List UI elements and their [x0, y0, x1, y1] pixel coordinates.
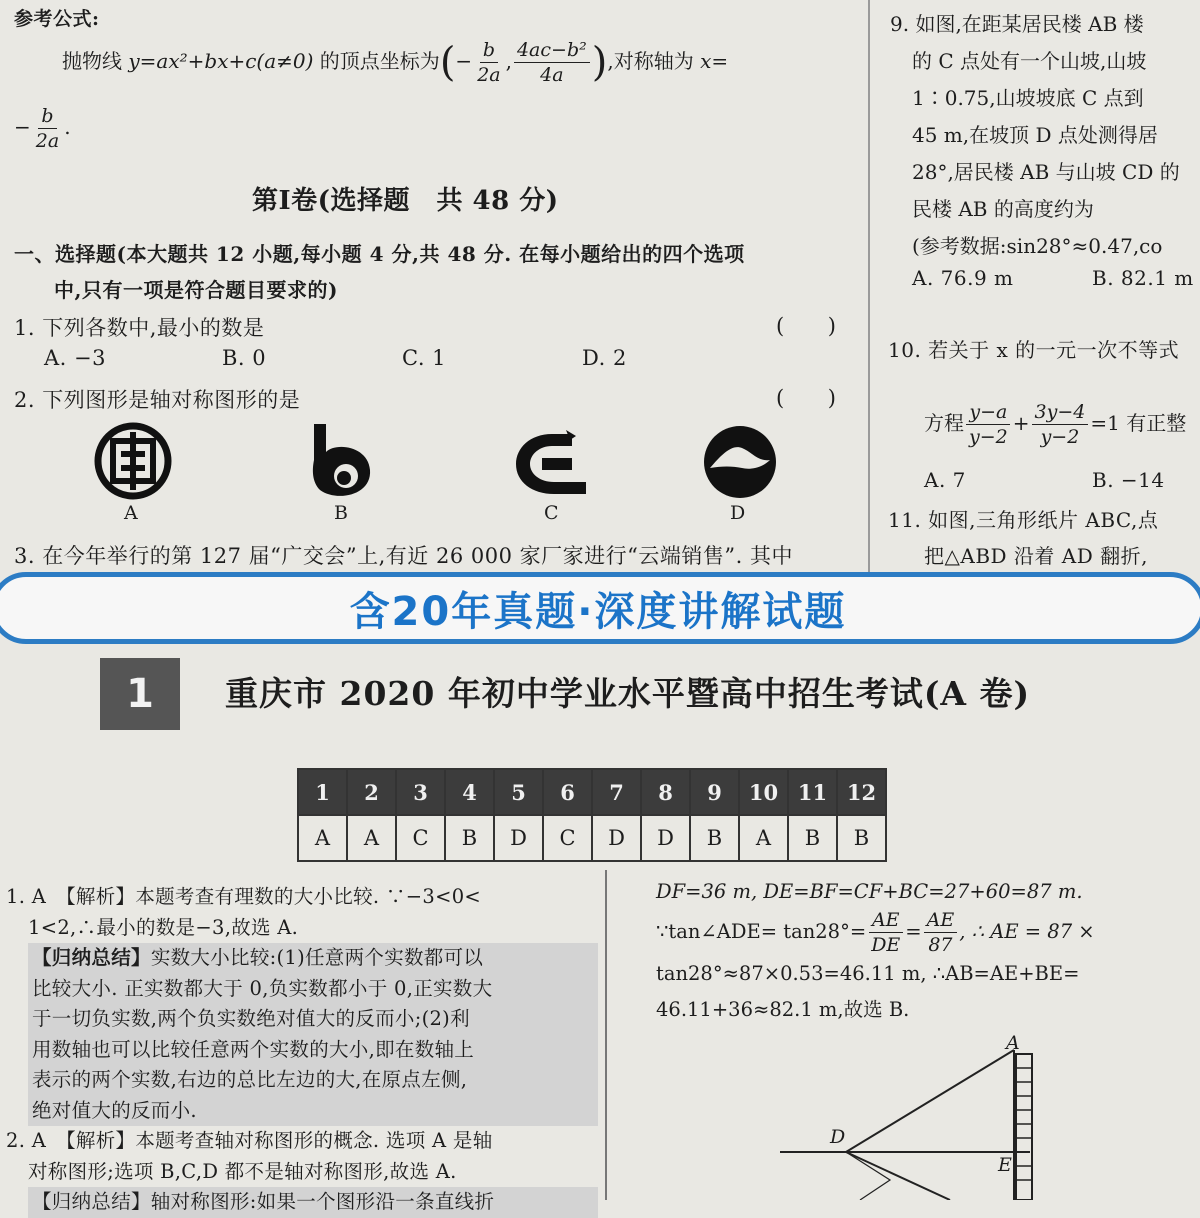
- q11-line2: 把△ABD 沿着 AD 翻折,: [924, 544, 1148, 568]
- q10-stem: 10. 若关于 x 的一元一次不等式: [888, 338, 1180, 362]
- answer-key-header-row: [298, 769, 886, 815]
- answer-key-number: 8: [641, 769, 690, 815]
- answer-key-answer: B: [837, 815, 886, 861]
- answer-key-number: 1: [298, 769, 347, 815]
- q9-option-a: A. 76.9 m: [912, 266, 1014, 290]
- answer-key-number: 5: [494, 769, 543, 815]
- formula-heading: 参考公式:: [14, 8, 100, 30]
- solution-1-cont: 1<2,∴最小的数是−3,故选 A.: [28, 915, 299, 939]
- solution-1-head: 1. A 【解析】本题考查有理数的大小比较. ∵−3<0<: [6, 885, 482, 908]
- promo-banner: [0, 572, 1200, 644]
- figure-label-a: A: [1006, 1032, 1020, 1054]
- q1-option-c: C. 1: [402, 346, 447, 370]
- figure-label-d: D: [830, 1126, 846, 1148]
- answer-key-number: 9: [690, 769, 739, 815]
- answer-key-answer: D: [641, 815, 690, 861]
- banner-text: 含20年真题·深度讲解试题: [349, 588, 847, 635]
- figure-label-e: E: [998, 1154, 1012, 1176]
- formula-axis: − $\frac{b}{2a}$ .: [14, 105, 71, 152]
- instructions-line2: 中,只有一项是符合题目要求的): [54, 278, 338, 302]
- q10-option-a: A. 7: [924, 468, 966, 492]
- solution-2-cont: 对称图形;选项 B,C,D 都不是轴对称图形,故选 A.: [28, 1159, 457, 1183]
- solution-2-summary: 【归纳总结】轴对称图形:如果一个图形沿一条直线折: [28, 1187, 598, 1218]
- answer-key-answer: D: [494, 815, 543, 861]
- solution-9-line2: ∵tan∠ADE= tan28°= $\frac{AE}{DE}$ = $\frac{AE}{87}$ , ∴ AE = 87 ×: [656, 909, 1095, 956]
- answer-key-number: 4: [445, 769, 494, 815]
- answer-key-number: 2: [347, 769, 396, 815]
- answer-key-number: 3: [396, 769, 445, 815]
- answer-key-answer: D: [592, 815, 641, 861]
- solution-1-summary: 【归纳总结】实数大小比较:(1)任意两个实数都可以 比较大小. 正实数都大于 0,负实数都小于 0,正实数大 于一切负实数,两个负实数绝对值大的反而小;(2)利 用数轴也可以比较任意两个实数的大小,即在数轴上 表示的两个实数,右边的总比左边的大,在原点左侧, 绝对值大的反而小.: [28, 943, 598, 1126]
- answer-key-number: 7: [592, 769, 641, 815]
- solution-9-line3: tan28°≈87×0.53=46.11 m, ∴AB=AE+BE=: [656, 962, 1080, 985]
- answer-key-number: 6: [543, 769, 592, 815]
- logo-c-icon: [512, 428, 592, 498]
- answer-key-answer: A: [347, 815, 396, 861]
- answer-key-table: [297, 768, 887, 862]
- q1-answer-paren: ( ): [776, 314, 837, 338]
- solutions-left: [6, 882, 598, 1218]
- q10-option-b: B. −14: [1092, 468, 1165, 492]
- logo-c-label: C: [544, 502, 560, 524]
- answer-key-number: 10: [739, 769, 788, 815]
- q2-answer-paren: ( ): [776, 386, 837, 410]
- answer-key-answer: B: [788, 815, 837, 861]
- answer-key-number: 12: [837, 769, 886, 815]
- q11-line1: 11. 如图,三角形纸片 ABC,点: [888, 508, 1159, 532]
- q3-stem: 3. 在今年举行的第 127 届“广交会”上,有近 26 000 家厂家进行“云端销售”. 其中: [14, 544, 793, 568]
- answer-key-answer: B: [445, 815, 494, 861]
- logo-b-label: B: [334, 502, 349, 524]
- q1-option-d: D. 2: [582, 346, 627, 370]
- solution-9-line4: 46.11+36≈82.1 m,故选 B.: [656, 998, 910, 1021]
- logo-a-icon: [94, 422, 172, 500]
- q9-option-b: B. 82.1 m: [1092, 266, 1194, 290]
- answer-key-number: 11: [788, 769, 837, 815]
- q1-option-a: A. −3: [44, 346, 106, 370]
- logo-d-icon: [702, 424, 778, 500]
- answer-key-answer: B: [690, 815, 739, 861]
- formula-line: 抛物线 y=ax²+bx+c(a≠0) 的顶点坐标为(− $\frac{b}{2a}$ , $\frac{\text{4ac−b²}}{4a}$ ),对称轴为 x=: [62, 39, 729, 86]
- section-title: 第Ⅰ卷(选择题 共 48 分): [252, 186, 559, 216]
- q10-equation: 方程 $\frac{y-a}{y-2}$ + $\frac{3y-4}{y-2}$ =1 有正整: [924, 401, 1187, 448]
- logo-b-icon: [306, 420, 382, 502]
- answer-key-answer-row: [298, 815, 886, 861]
- logo-d-label: D: [730, 502, 746, 524]
- column-divider-bottom: [605, 870, 607, 1200]
- answer-key-answer: A: [739, 815, 788, 861]
- solution-9-line1: DF=36 m, DE=BF=CF+BC=27+60=87 m.: [656, 880, 1083, 903]
- solution-2-head: 2. A 【解析】本题考查轴对称图形的概念. 选项 A 是轴: [6, 1129, 493, 1152]
- exam-title: 重庆市 2020 年初中学业水平暨高中招生考试(A 卷): [225, 674, 1031, 713]
- q2-stem: 2. 下列图形是轴对称图形的是: [14, 388, 301, 412]
- answer-key-answer: C: [396, 815, 445, 861]
- q1-stem: 1. 下列各数中,最小的数是: [14, 316, 265, 340]
- exam-number-badge: 1: [100, 658, 180, 730]
- column-divider-top: [868, 0, 870, 572]
- answer-key-answer: C: [543, 815, 592, 861]
- q9-text: 9. 如图,在距某居民楼 AB 楼 的 C 点处有一个山坡,山坡 1∶0.75,山坡坡底 C 点到 45 m,在坡顶 D 点处测得居 28°,居民楼 AB 与山坡 CD 的 民楼 AB 的高度约为 (参考数据:sin28°≈0.47,co: [890, 12, 1180, 258]
- q1-option-b: B. 0: [222, 346, 267, 370]
- answer-key-answer: A: [298, 815, 347, 861]
- logo-a-label: A: [124, 502, 139, 524]
- instructions-line1: 一、选择题(本大题共 12 小题,每小题 4 分,共 48 分. 在每小题给出的四个选项: [14, 242, 745, 266]
